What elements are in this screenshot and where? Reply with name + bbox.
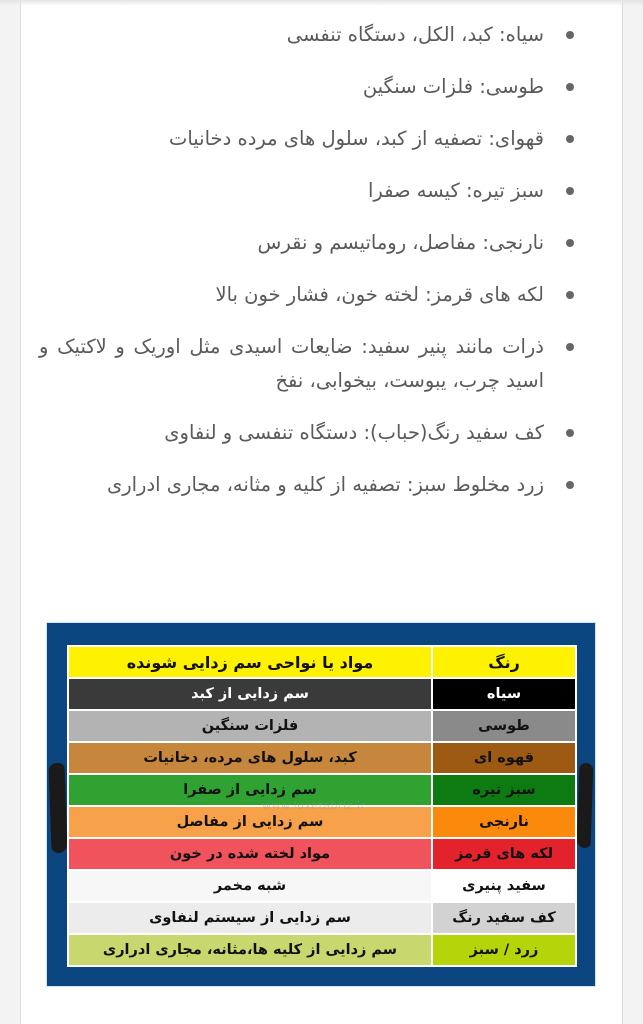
list-item-text: طوسی: فلزات سنگین: [362, 75, 544, 98]
marker-scribble-left: [48, 763, 67, 854]
list-item: [39, 122, 574, 156]
table-row: [68, 806, 576, 838]
table-row: [68, 902, 576, 934]
bullet-icon: [566, 291, 574, 299]
table-row: [68, 678, 576, 710]
watermark-text: www.luxetabriz.ir: [262, 799, 366, 812]
list-item: [39, 174, 574, 208]
table-row: [68, 838, 576, 870]
color-name-cell: سبز تیره: [432, 774, 576, 806]
list-item: [39, 416, 574, 450]
description-cell: شبه مخمر: [68, 870, 432, 902]
table-row: [68, 710, 576, 742]
description-cell: سم زدایی از کلیه ها،مثانه، مجاری ادراری: [68, 934, 432, 966]
list-item: [39, 226, 574, 260]
bullet-icon: [566, 83, 574, 91]
color-name-cell: لکه های قرمز: [432, 838, 576, 870]
list-item-text: سبز تیره: کیسه صفرا: [367, 179, 544, 202]
bullet-icon: [566, 31, 574, 39]
color-name-cell: نارنجی: [432, 806, 576, 838]
detox-color-table: [67, 645, 577, 967]
list-item-text: قهوای: تصفیه از کبد، سلول های مرده دخانیات: [168, 127, 544, 150]
description-cell: کبد، سلول های مرده، دخانیات: [68, 742, 432, 774]
marker-scribble-right: [577, 763, 594, 848]
table-header-row: [68, 646, 576, 678]
bullet-icon: [566, 481, 574, 489]
description-cell: مواد لخته شده در خون: [68, 838, 432, 870]
table-row: [68, 870, 576, 902]
header-shadow: [0, 0, 643, 6]
bullet-icon: [566, 187, 574, 195]
color-name-cell: کف سفید رنگ: [432, 902, 576, 934]
color-name-cell: سیاه: [432, 678, 576, 710]
list-item-text: کف سفید رنگ(حباب): دستگاه تنفسی و لنفاوی: [164, 421, 544, 444]
description-cell: سم زدایی از کبد: [68, 678, 432, 710]
list-item-text: لکه های قرمز: لخته خون، فشار خون بالا: [215, 283, 544, 306]
list-item-text: زرد مخلوط سبز: تصفیه از کلیه و مثانه، مجاری ادراری: [106, 473, 544, 496]
table-row: [68, 774, 576, 806]
list-item: [39, 468, 574, 502]
list-item-text: سیاه: کبد، الکل، دستگاه تنفسی: [286, 23, 544, 46]
list-item: [39, 278, 574, 312]
list-item: [39, 70, 574, 104]
bullet-icon: [566, 239, 574, 247]
color-name-cell: طوسی: [432, 710, 576, 742]
list-item-text: ذرات مانند پنیر سفید: ضایعات اسیدی مثل اوریک و لاکتیک و اسید چرب، یبوست، بیخوابی، نفخ: [39, 335, 544, 392]
color-name-cell: زرد / سبز: [432, 934, 576, 966]
description-cell: سم زدایی از صفرا: [68, 774, 432, 806]
toxin-color-list: [39, 18, 574, 520]
header-color: رنگ: [432, 646, 576, 678]
bullet-icon: [566, 135, 574, 143]
header-description: مواد یا نواحی سم زدایی شونده: [68, 646, 432, 678]
bullet-icon: [566, 429, 574, 437]
description-cell: سم زدایی از سیستم لنفاوی: [68, 902, 432, 934]
detox-color-chart-image: [46, 622, 596, 987]
list-item-text: نارنجی: مفاصل، روماتیسم و نقرس: [257, 231, 544, 254]
color-name-cell: قهوه ای: [432, 742, 576, 774]
table-row: [68, 934, 576, 966]
list-item: [39, 18, 574, 52]
description-cell: سم زدایی از مفاصل: [68, 806, 432, 838]
table-row: [68, 742, 576, 774]
list-item: [39, 330, 574, 398]
bullet-icon: [566, 343, 574, 351]
color-name-cell: سفید پنیری: [432, 870, 576, 902]
description-cell: فلزات سنگین: [68, 710, 432, 742]
